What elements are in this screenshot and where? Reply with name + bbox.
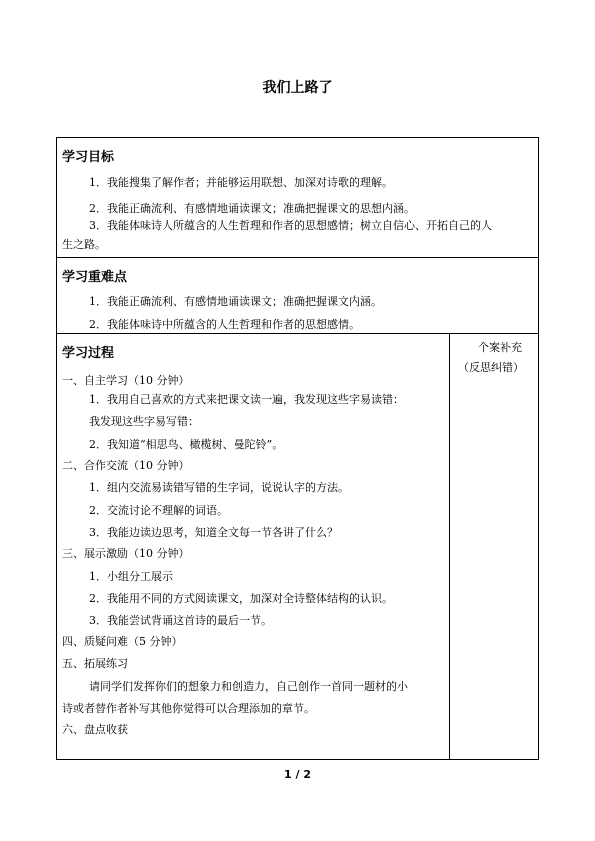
row-divider-2 — [56, 333, 539, 334]
keypoint-item: 1．我能正确流利、有感情地诵读课文；准确把握课文内涵。 — [89, 295, 382, 308]
row-divider-1 — [56, 257, 539, 258]
step-item: 2．交流讨论不理解的词语。 — [89, 504, 228, 517]
step-item: 2．我知道“相思鸟、橄榄树、曼陀铃”。 — [89, 438, 284, 451]
step-item: 3．我能尝试背诵这首诗的最后一节。 — [89, 614, 272, 627]
document-title: 我们上路了 — [262, 80, 333, 96]
step-item: 诗或者替作者补写其他你觉得可以合理添加的章节。 — [62, 702, 315, 715]
keypoints-heading: 学习重难点 — [62, 270, 128, 285]
step-item: 1．组内交流易读错写错的生字词，说说认字的方法。 — [89, 481, 349, 494]
step-heading: 五、拓展练习 — [62, 657, 128, 670]
table-border-right — [538, 137, 539, 760]
goal-item: 生之路。 — [62, 238, 106, 251]
step-item: 1．我用自己喜欢的方式来把课文读一遍，我发现这些字易读错： — [89, 393, 404, 406]
step-item: 2．我能用不同的方式阅读课文，加深对全诗整体结构的认识。 — [89, 592, 393, 605]
process-heading: 学习过程 — [62, 346, 115, 361]
table-border-left — [56, 137, 57, 760]
step-heading: 四、质疑问难（5 分钟） — [62, 635, 183, 648]
page-number: 1 / 2 — [284, 768, 311, 781]
step-item: 1．小组分工展示 — [89, 570, 173, 583]
step-heading: 六、盘点收获 — [62, 723, 128, 736]
side-note-sublabel: （反思纠错） — [458, 361, 524, 374]
step-item: 3．我能边读边思考，知道全文每一节各讲了什么？ — [89, 526, 338, 539]
step-item: 我发现这些字易写错： — [89, 415, 199, 428]
column-divider — [449, 333, 450, 760]
goal-item: 1．我能搜集了解作者；并能够运用联想、加深对诗歌的理解。 — [89, 176, 393, 189]
goal-item: 3．我能体味诗人所蕴含的人生哲理和作者的思想感情；树立自信心、开拓自己的人 — [89, 219, 492, 232]
keypoint-item: 2．我能体味诗中所蕴含的人生哲理和作者的思想感情。 — [89, 318, 360, 331]
lesson-table — [56, 137, 539, 760]
step-heading: 一、自主学习（10 分钟） — [62, 374, 190, 387]
step-item: 请同学们发挥你们的想象力和创造力，自己创作一首同一题材的小 — [89, 680, 408, 693]
side-note-label: 个案补充 — [478, 341, 522, 354]
step-heading: 二、合作交流（10 分钟） — [62, 459, 190, 472]
goals-heading: 学习目标 — [62, 150, 115, 165]
goal-item: 2．我能正确流利、有感情地诵读课文；准确把握课文的思想内涵。 — [89, 202, 415, 215]
step-heading: 三、展示激励（10 分钟） — [62, 547, 190, 560]
table-border-bottom — [56, 759, 539, 760]
table-border-top — [56, 137, 539, 138]
